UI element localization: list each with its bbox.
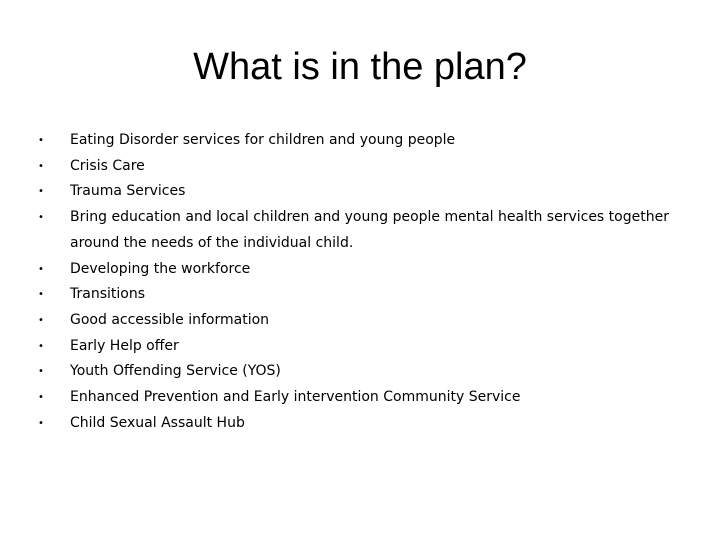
list-item-text: Youth Offending Service (YOS): [70, 363, 281, 380]
bullet-icon: •: [38, 417, 44, 429]
list-item-text: Developing the workforce: [70, 260, 251, 277]
list-item-text: Child Sexual Assault Hub: [70, 414, 245, 431]
list-item: [36, 411, 676, 437]
bullet-icon: •: [38, 263, 44, 275]
list-item: [36, 385, 676, 411]
bullet-icon: •: [38, 289, 44, 301]
bullet-list: [36, 128, 676, 436]
list-item-text: Good accessible information: [70, 311, 270, 328]
list-item: [36, 308, 676, 334]
list-item-text: Crisis Care: [70, 157, 145, 174]
bullet-icon: •: [38, 212, 44, 224]
bullet-icon: •: [38, 135, 44, 146]
list-item: [36, 154, 676, 180]
list-item: [36, 257, 676, 283]
list-item: [36, 205, 676, 256]
list-item: [36, 282, 676, 308]
list-item-text: Early Help offer: [70, 337, 179, 354]
list-item: [36, 128, 676, 154]
bullet-icon: •: [38, 366, 44, 378]
list-item: [36, 334, 676, 360]
list-item-text: Trauma Services: [70, 183, 186, 200]
bullet-icon: •: [38, 314, 44, 326]
list-item: [36, 359, 676, 385]
bullet-icon: •: [38, 186, 44, 198]
list-item-text: Eating Disorder services for children and young people: [70, 132, 456, 148]
bullet-icon: •: [38, 160, 44, 172]
bullet-icon: •: [38, 340, 44, 352]
bullet-icon: •: [38, 392, 44, 404]
list-item-text: Bring education and local children and young people mental health services together around the needs of the individual child.: [70, 209, 669, 251]
slide-title: What is in the plan?: [193, 46, 527, 88]
list-item: [36, 179, 676, 205]
list-item-text: Transitions: [70, 286, 145, 303]
list-item-text: Enhanced Prevention and Early intervention Community Service: [70, 389, 521, 406]
